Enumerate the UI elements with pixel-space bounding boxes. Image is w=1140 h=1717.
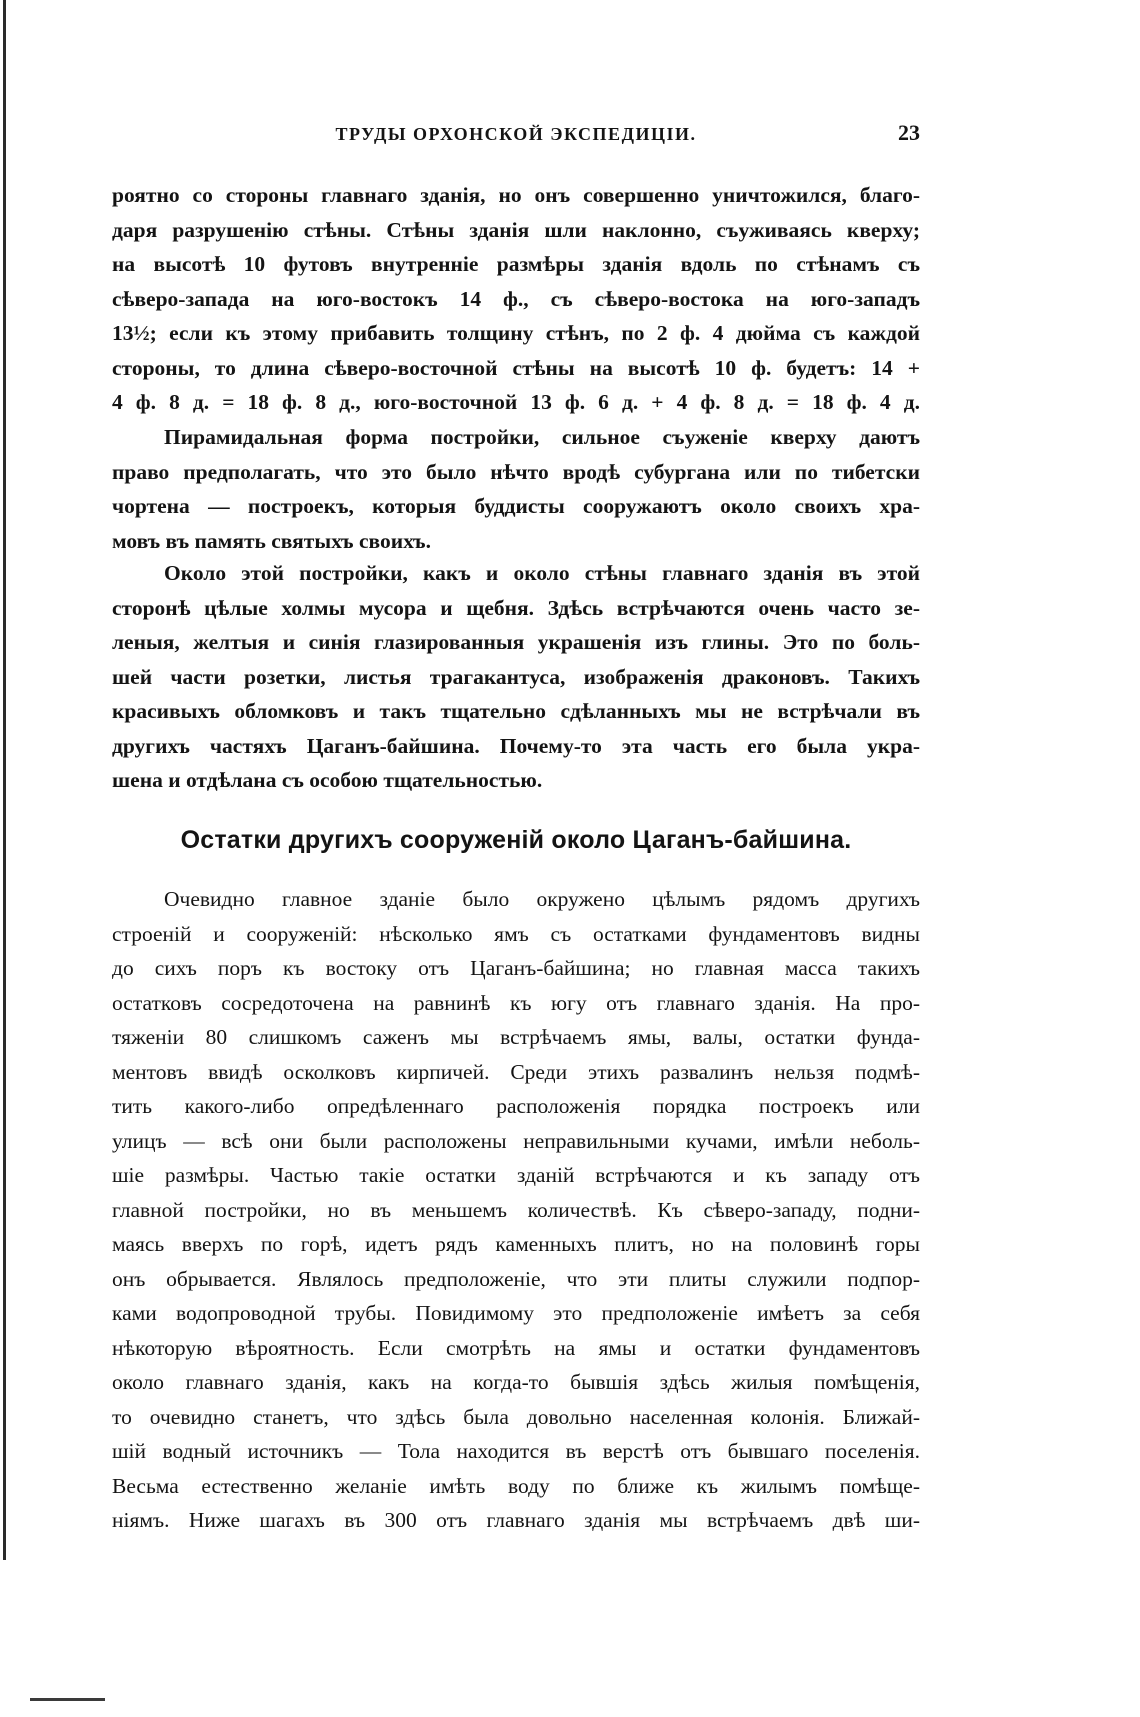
bottom-edge-mark (30, 1698, 105, 1701)
text-line: улицъ — всѣ они были расположены неправильными кучами, имѣли неболь- (112, 1128, 920, 1153)
text-line: даря разрушенію стѣны. Стѣны зданія шли наклонно, съуживаясь кверху; (112, 217, 920, 242)
text-line: Весьма естественно желаніе имѣть воду по ближе къ жилымъ помѣще- (112, 1473, 920, 1498)
text-line: леныя, желтыя и синія глазированныя украшенія изъ глины. Это по боль- (112, 630, 920, 654)
text-line: главной постройки, но въ меньшемъ количествѣ. Къ сѣверо-западу, подни- (112, 1197, 920, 1222)
text-line: тить какого-либо опредѣленнаго расположенія порядка построекъ или (112, 1094, 920, 1118)
text-line: ментовъ ввидѣ осколковъ кирпичей. Среди этихъ развалинъ нельзя подмѣ- (112, 1059, 920, 1084)
paragraph-debris-hills (112, 556, 920, 798)
text-line: роятно со стороны главнаго зданія, но онъ совершенно уничтожился, благо- (112, 183, 920, 207)
text-line: строеній и сооруженій: нѣсколько ямъ съ остатками фундаментовъ видны (112, 921, 920, 946)
text-line: нѣкоторую вѣроятность. Если смотрѣть на ямы и остатки фундаментовъ (112, 1335, 920, 1360)
text-line: мовъ въ память святыхъ своихъ. (112, 528, 431, 553)
text-line: другихъ частяхъ Цаганъ-байшина. Почему-то эта часть его была укра- (112, 733, 920, 758)
text-line: сторонѣ цѣлые холмы мусора и щебня. Здѣсь встрѣчаются очень часто зе- (112, 595, 920, 620)
text-line: Очевидно главное зданіе было окружено цѣлымъ рядомъ другихъ (164, 887, 920, 911)
text-line: ками водопроводной трубы. Повидимому это предположеніе имѣетъ за себя (112, 1301, 920, 1325)
text-line: шей части розетки, листья трагакантуса, изображенія драконовъ. Такихъ (112, 664, 920, 689)
running-title: ТРУДЫ ОРХОНСКОЙ ЭКСПЕДИЦІИ. (335, 124, 697, 144)
paragraph-pyramid-form (112, 420, 920, 558)
text-line: шій водный источникъ — Тола находится въ верстѣ отъ бывшаго поселенія. (112, 1439, 920, 1463)
text-line: то очевидно станетъ, что здѣсь была довольно населенная колонія. Ближай- (112, 1404, 920, 1429)
text-line: право предполагать, что это было нѣчто вродѣ субургана или по тибетски (112, 459, 920, 484)
text-line: красивыхъ обломковъ и такъ тщательно сдѣланныхъ мы не встрѣчали въ (112, 699, 920, 723)
text-line: 4 ф. 8 д. = 18 ф. 8 д., юго-восточной 13 ф. 6 д. + 4 ф. 8 д. = 18 ф. 4 д. (112, 390, 920, 414)
text-line: до сихъ поръ къ востоку отъ Цаганъ-байшина; но главная масса такихъ (112, 956, 920, 980)
text-line: на высотѣ 10 футовъ внутренніе размѣры зданія вдоль по стѣнамъ съ (112, 252, 920, 276)
text-line: сѣверо-запада на юго-востокъ 14 ф., съ сѣверо-востока на юго-западъ (112, 286, 920, 311)
text-line: около главнаго зданія, какъ на когда-то бывшія здѣсь жилыя помѣщенія, (112, 1370, 920, 1394)
text-line: Пирамидальная форма постройки, сильное съуженіе кверху даютъ (164, 425, 920, 449)
page-header (112, 120, 920, 152)
text-line: шена и отдѣлана съ особою тщательностью. (112, 768, 543, 792)
text-line: Около этой постройки, какъ и около стѣны главнаго зданія въ этой (164, 561, 920, 585)
paragraph-continuation (112, 178, 920, 420)
text-line: онъ обрывается. Являлось предположеніе, что эти плиты служили подпор- (112, 1266, 920, 1291)
section-heading: Остатки другихъ сооруженій около Цаганъ-байшина. (180, 826, 852, 854)
text-line: ніямъ. Ниже шагахъ въ 300 отъ главнаго зданія мы встрѣчаемъ двѣ ши- (112, 1508, 920, 1532)
text-line: 13½; если къ этому прибавить толщину стѣнъ, по 2 ф. 4 дюйма съ каждой (112, 321, 920, 345)
text-line: маясь вверхъ по горѣ, идетъ рядъ каменныхъ плитъ, но на половинѣ горы (112, 1232, 920, 1256)
text-line: стороны, то длина сѣверо-восточной стѣны на высотѣ 10 ф. будетъ: 14 + (112, 355, 920, 380)
paragraph-other-structures (112, 882, 920, 1538)
binding-edge-line (3, 0, 6, 1560)
text-line: чортена — построекъ, которыя буддисты сооружаютъ около своихъ хра- (112, 494, 920, 518)
text-line: шіе размѣры. Частью такіе остатки зданій встрѣчаются и къ западу отъ (112, 1163, 920, 1187)
text-line: остатковъ сосредоточена на равнинѣ къ югу отъ главнаго зданія. На про- (112, 990, 920, 1015)
text-line: тяженіи 80 слишкомъ саженъ мы встрѣчаемъ ямы, валы, остатки фунда- (112, 1025, 920, 1049)
page-number: 23 (898, 120, 920, 145)
